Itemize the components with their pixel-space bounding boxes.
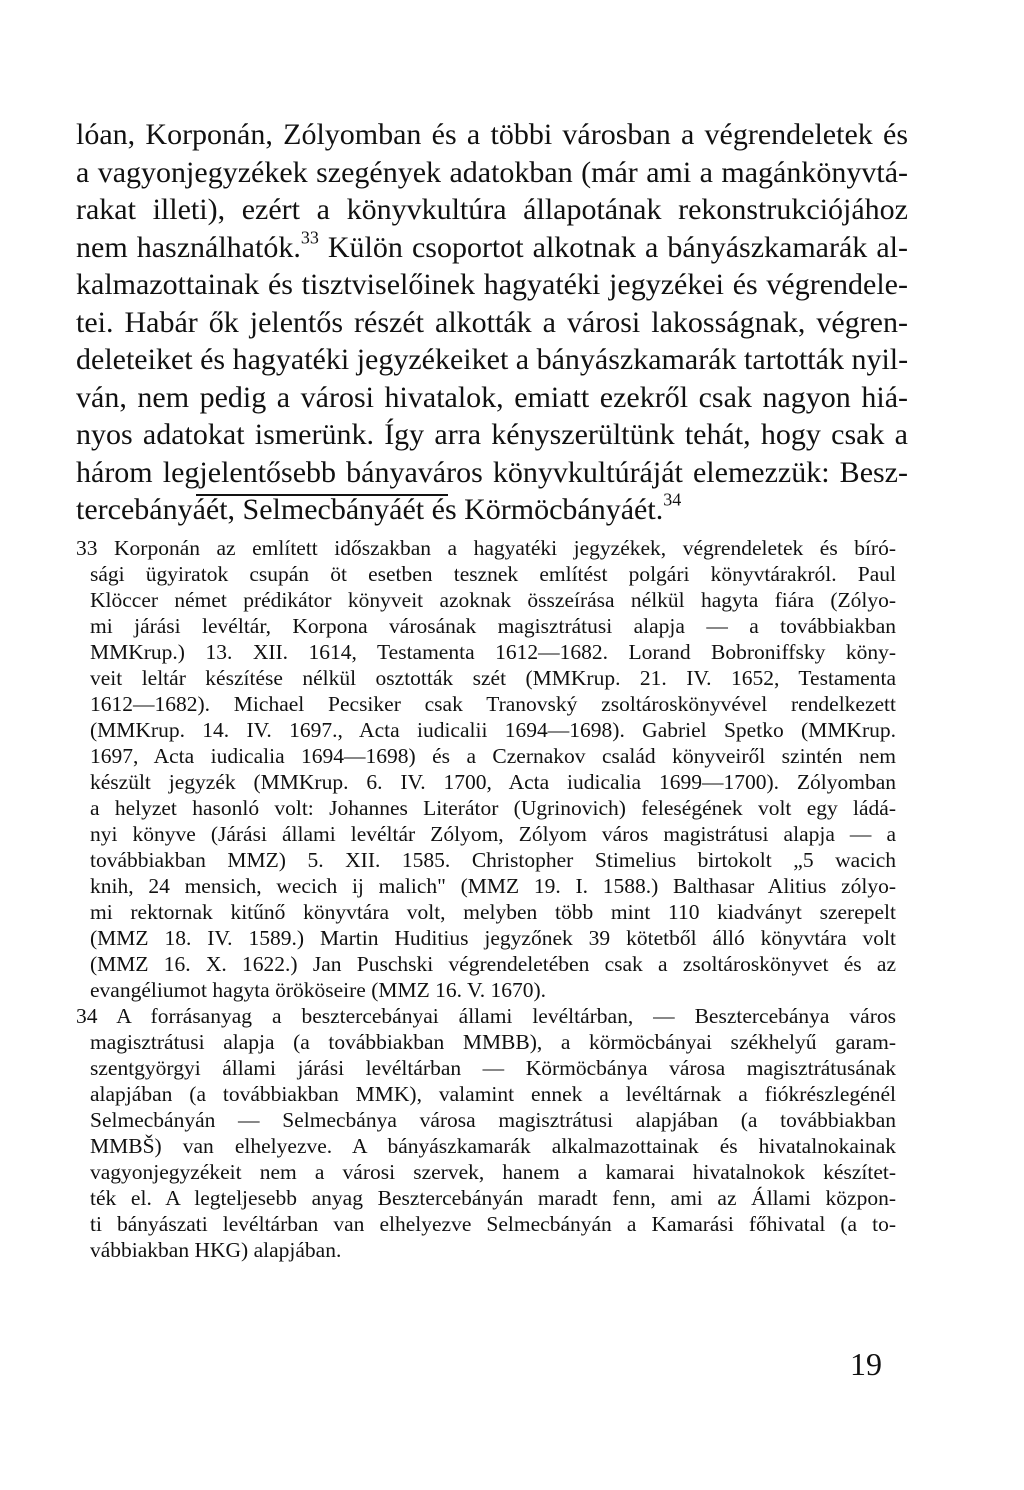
footnote-line: készült jegyzék (MMKrup. 6. IV. 1700, Acta iudicalia 1699—1700). Zólyomban	[90, 770, 896, 794]
footnote-line: a helyzet hasonló volt: Johannes Literátor (Ugrinovich) feleségének volt egy ládá-	[90, 796, 896, 820]
footnote-line	[76, 535, 896, 561]
main-line-end: Külön csoportot alkotnak a bányászkamarák al-	[318, 230, 908, 264]
footnote-line: vábbiakban HKG) alapjában.	[90, 1238, 342, 1262]
footnote-line: (MMZ 18. IV. 1589.) Martin Huditius jegyzőnek 39 kötetből álló könyvtára volt	[90, 926, 896, 950]
footnote-line: ték el. A legteljesebb anyag Besztercebányán maradt fenn, ami az Állami közpon-	[90, 1186, 896, 1210]
main-line: nyos adatokat ismerünk. Így arra kényszerültünk tehát, hogy csak a	[76, 418, 908, 451]
footnote-line: nyi könyve (Járási állami levéltár Zólyom, Zólyom város magistrátusi alapja — a	[90, 822, 896, 846]
main-line-start: tercebányáét, Selmecbányáét és Körmöcbányáét.	[76, 493, 664, 526]
footnote-line: mi járási levéltár, Korpona városának magisztrátusi alapja — a továbbiakban	[90, 614, 896, 638]
main-line-with-footnote-ref	[76, 491, 908, 529]
footnote-line: MMBŠ) van elhelyezve. A bányászkamarák alkalmazottainak és hivatalnokainak	[90, 1134, 896, 1158]
footnote-ref-34[interactable]: 34	[663, 489, 682, 510]
footnote-34	[76, 1003, 896, 1263]
main-line: tei. Habár ők jelentős részét alkották a városi lakosságnak, végren-	[76, 305, 908, 339]
footnote-line: knih, 24 mensich, wecich ij malich" (MMZ 19. I. 1588.) Balthasar Alitius zólyo-	[90, 874, 896, 898]
main-line: deleteiket és hagyatéki jegyzékeiket a bányászkamarák tartották nyil-	[76, 343, 909, 376]
footnote-line: ti bányászati levéltárban van elhelyezve Selmecbányán a Kamarási főhivatal (a to-	[90, 1212, 896, 1236]
footnote-text: Korponán az említett időszakban a hagyatéki jegyzékek, végrendeletek és bíró-	[114, 536, 896, 560]
main-line-with-footnote-ref	[76, 229, 908, 267]
footnote-line: MMKrup.) 13. XII. 1614, Testamenta 1612—1682. Lorand Bobroniffsky köny-	[90, 640, 896, 664]
footnote-line: 1697, Acta iudicalia 1694—1698) és a Czernakov család könyveiről szintén nem	[90, 744, 896, 768]
footnote-line: evangéliumot hagyta örököseire (MMZ 16. V. 1670).	[90, 978, 547, 1002]
footnote-number: 33	[76, 536, 98, 560]
main-line-start: nem használhatók.	[76, 230, 301, 264]
main-line: ván, nem pedig a városi hivatalok, emiatt ezekről csak nagyon hiá-	[76, 380, 908, 414]
main-line: lóan, Korponán, Zólyomban és a többi városban a végrendeletek és	[76, 118, 908, 151]
footnote-33	[76, 535, 896, 1003]
footnote-separator	[196, 494, 448, 496]
footnote-line: Selmecbányán — Selmecbánya városa magisztrátusi alapjában (a továbbiakban	[90, 1108, 896, 1132]
footnote-line	[76, 1003, 896, 1029]
main-line: három legjelentősebb bányaváros könyvkultúráját elemezzük: Besz-	[76, 455, 908, 489]
footnote-line: magisztrátusi alapja (a továbbiakban MMBB), a körmöcbányai székhelyű garam-	[90, 1030, 896, 1054]
footnote-text: A forrásanyag a besztercebányai állami levéltárban, — Besztercebánya város	[116, 1004, 896, 1028]
main-line: a vagyonjegyzékek szegények adatokban (már ami a magánkönyvtá-	[76, 155, 908, 189]
footnote-line: alapjában (a továbbiakban MMK), valamint ennek a levéltárnak a fiókrészlegénél	[90, 1082, 896, 1106]
footnote-line: Klöccer német prédikátor könyveit azoknak összeírása nélkül hagyta fiára (Zólyo-	[90, 588, 896, 612]
footnote-line: vagyonjegyzékeit nem a városi szervek, hanem a kamarai hivatalnokok készítet-	[90, 1160, 896, 1184]
main-line: rakat illeti), ezért a könyvkultúra állapotának rekonstrukciójához	[76, 193, 908, 226]
footnote-number: 34	[76, 1004, 98, 1028]
main-line: kalmazottainak és tisztviselőinek hagyatéki jegyzékei és végrendele-	[76, 268, 908, 301]
footnote-ref-33[interactable]: 33	[300, 227, 319, 247]
footnote-line: 1612—1682). Michael Pecsiker csak Tranovský zsoltároskönyvével rendelkezett	[90, 692, 896, 716]
footnote-line: (MMKrup. 14. IV. 1697., Acta iudicalii 1694—1698). Gabriel Spetko (MMKrup.	[90, 718, 896, 742]
main-paragraph	[76, 116, 908, 529]
footnote-line: szentgyörgyi állami járási levéltárban — Körmöcbánya városa magisztrátusának	[90, 1056, 896, 1080]
footnote-line: veit leltár készítése nélkül osztották szét (MMKrup. 21. IV. 1652, Testamenta	[90, 666, 896, 690]
footnote-line: mi rektornak kitűnő könyvtára volt, melyben több mint 110 kiadványt szerepelt	[90, 900, 896, 924]
footnote-line: (MMZ 16. X. 1622.) Jan Puschski végrendeletében csak a zsoltároskönyvet és az	[90, 952, 896, 976]
page-body	[76, 116, 908, 529]
footnotes	[76, 535, 896, 1263]
page-number: 19	[850, 1346, 882, 1382]
footnote-line: sági ügyiratok csupán öt esetben tesznek említést polgári könyvtárakról. Paul	[90, 562, 896, 586]
footnote-line: továbbiakban MMZ) 5. XII. 1585. Christopher Stimelius birtokolt „5 wacich	[90, 848, 896, 872]
